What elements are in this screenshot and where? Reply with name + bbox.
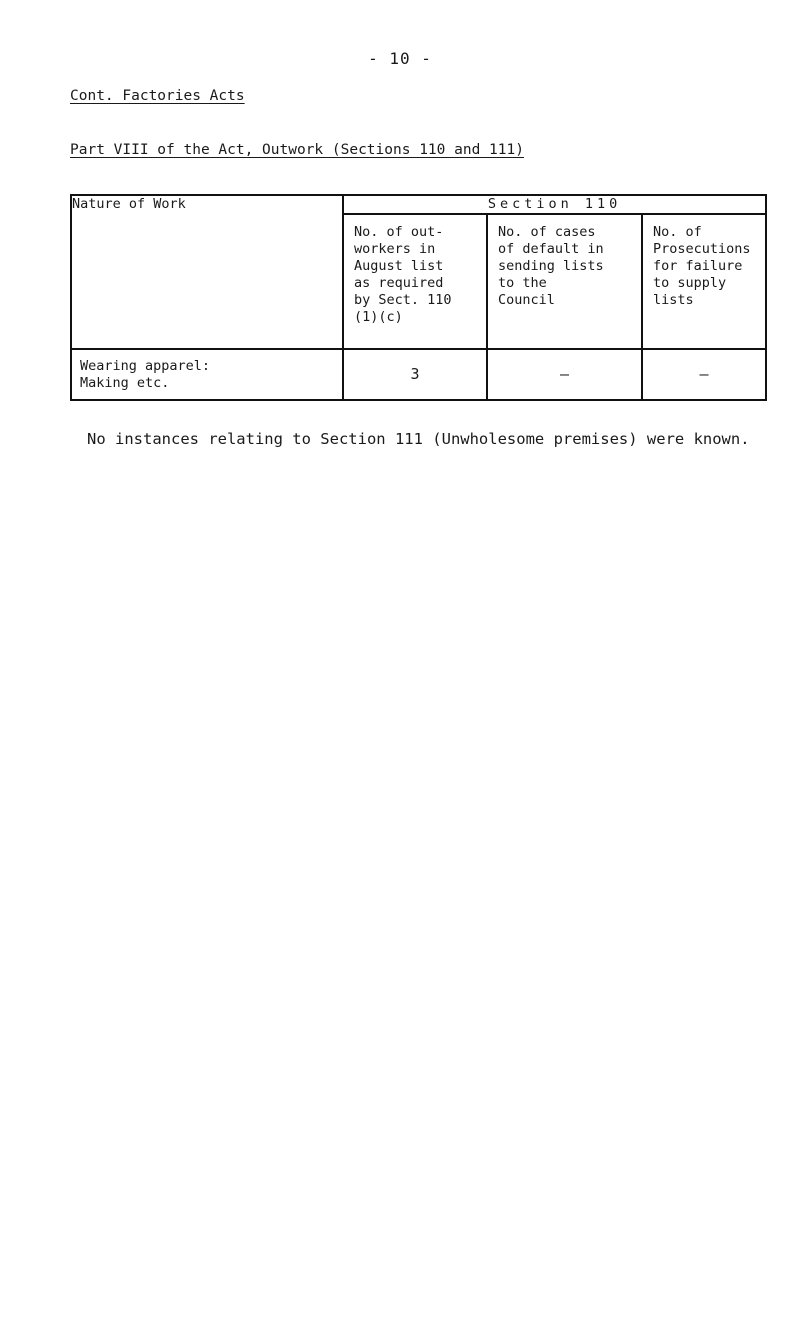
outwork-table (70, 194, 767, 401)
part-heading: Part VIII of the Act, Outwork (Sections 110 and 111) (70, 142, 524, 158)
continuation-heading: Cont. Factories Acts (70, 88, 245, 104)
page-number: - 10 - (368, 49, 432, 68)
nature-cell: Wearing apparel: Making etc. (71, 349, 343, 400)
nature-of-work-header: Nature of Work (71, 195, 343, 349)
section-title-header: Section 110 (343, 195, 766, 214)
prosecutions-cell: – (642, 349, 766, 400)
prosecutions-column-header: No. of Prosecutions for failure to supply lists (642, 214, 766, 349)
default-cases-cell: – (487, 349, 642, 400)
table-header-row (71, 195, 766, 214)
outworkers-column-header: No. of out- workers in August list as required by Sect. 110 (1)(c) (343, 214, 487, 349)
default-cases-column-header: No. of cases of default in sending lists to the Council (487, 214, 642, 349)
footer-note: No instances relating to Section 111 (Unwholesome premises) were known. (87, 430, 750, 448)
table-row (71, 349, 766, 400)
outworkers-cell: 3 (343, 349, 487, 400)
